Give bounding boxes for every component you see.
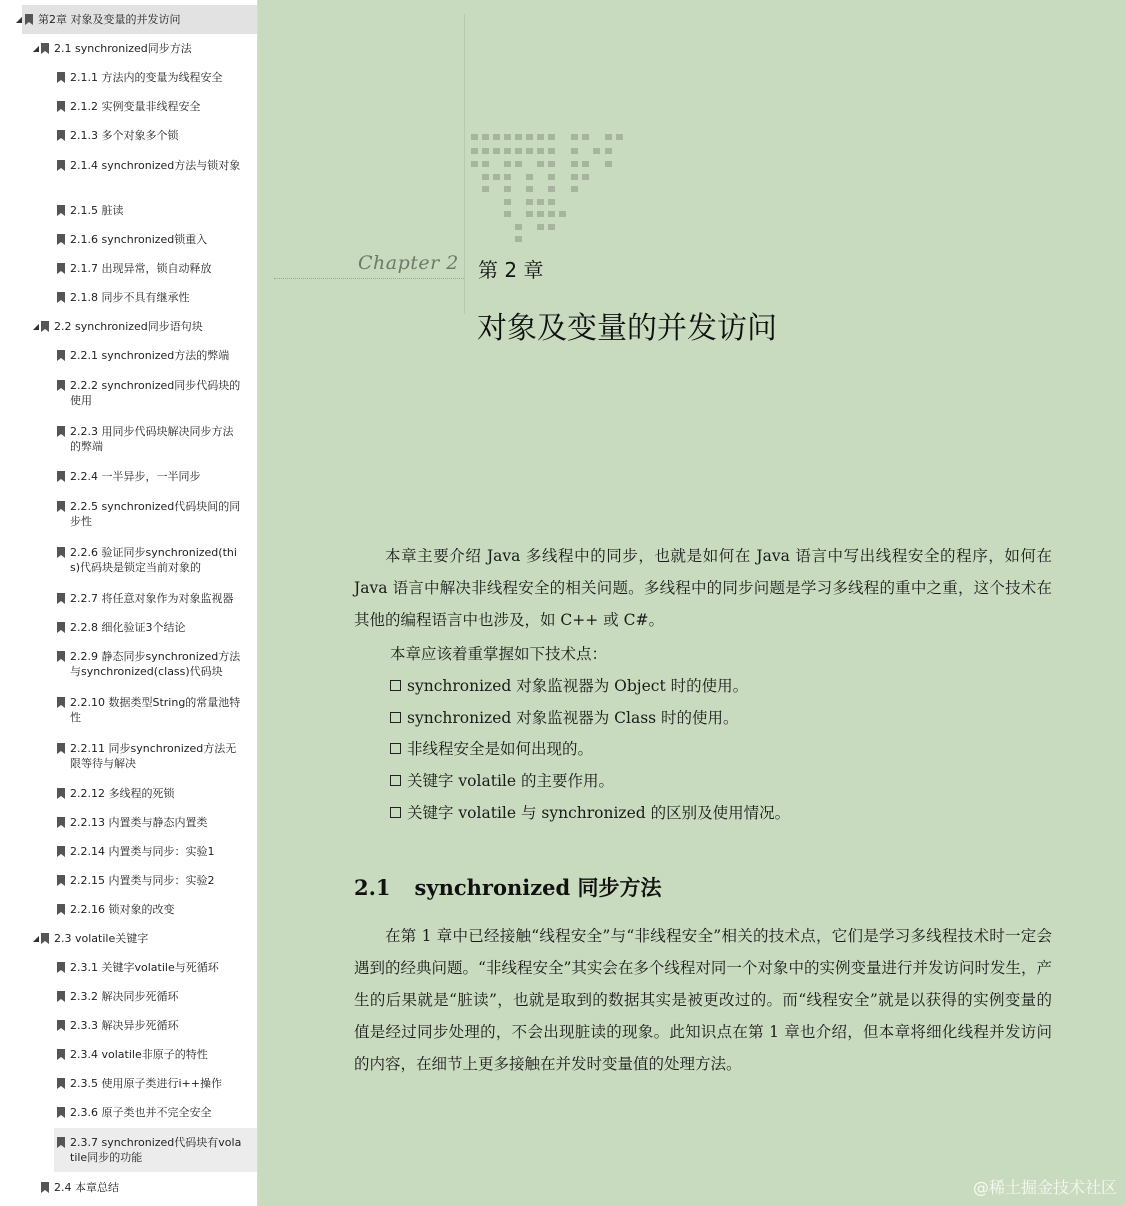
checkbox-square-icon <box>390 680 401 691</box>
decorative-square <box>526 199 533 205</box>
bookmark-icon <box>56 815 66 830</box>
decorative-square <box>526 134 533 140</box>
decorative-square <box>582 174 589 180</box>
bookmark-icon <box>56 424 66 439</box>
bookmark-icon <box>56 99 66 114</box>
decorative-square <box>593 148 600 154</box>
outline-item[interactable] <box>0 5 257 34</box>
outline-item[interactable] <box>0 92 257 121</box>
bookmark-icon <box>56 70 66 85</box>
outline-item[interactable] <box>0 196 257 225</box>
outline-item-label: 2.1 synchronized同步方法 <box>54 42 192 55</box>
decorative-square <box>537 211 544 217</box>
decorative-square <box>504 186 511 192</box>
outline-item[interactable] <box>0 121 257 150</box>
chapter-title: 对象及变量的并发访问 <box>477 311 777 346</box>
outline-item[interactable] <box>0 312 257 341</box>
outline-item[interactable] <box>0 1040 257 1069</box>
outline-item-label: 2.1.8 同步不具有继承性 <box>70 291 190 304</box>
decorative-square <box>493 134 500 140</box>
outline-item[interactable] <box>0 254 257 283</box>
outline-item-label: 2.1.4 synchronized方法与锁对象 <box>70 159 241 172</box>
decorative-square <box>482 161 489 167</box>
outline-item[interactable] <box>0 613 257 642</box>
outline-item[interactable] <box>0 371 257 415</box>
decorative-dotted-line <box>274 278 464 279</box>
outline-item-label: 2.2.16 锁对象的改变 <box>70 903 175 916</box>
decorative-square <box>616 134 623 140</box>
bookmark-icon <box>56 649 66 664</box>
outline-item[interactable] <box>0 492 257 536</box>
bookmark-icon <box>56 261 66 276</box>
decorative-square <box>526 174 533 180</box>
expand-toggle-icon[interactable]: ◢ <box>32 44 40 53</box>
bookmark-icon <box>56 378 66 393</box>
bookmark-icon <box>56 741 66 756</box>
outline-item[interactable] <box>0 924 257 953</box>
decorative-square <box>571 161 578 167</box>
decorative-square <box>482 148 489 154</box>
bookmark-icon <box>56 1105 66 1120</box>
bookmark-icon <box>56 960 66 975</box>
outline-item-label: 2.2.3 用同步代码块解决同步方法的弊端 <box>70 425 234 453</box>
decorative-square <box>526 211 533 217</box>
outline-item-label: 2.3.4 volatile非原子的特性 <box>70 1048 208 1061</box>
decorative-square <box>504 134 511 140</box>
decorative-square <box>548 161 555 167</box>
outline-item-label: 2.3.7 synchronized代码块有volatile同步的功能 <box>70 1136 242 1164</box>
decorative-square <box>515 134 522 140</box>
bookmark-icon <box>56 989 66 1004</box>
bookmark-icon <box>40 319 50 334</box>
outline-item[interactable] <box>0 734 257 778</box>
decorative-square <box>548 186 555 192</box>
outline-item-label: 2.2.15 内置类与同步：实验2 <box>70 874 215 887</box>
outline-item[interactable] <box>0 1173 257 1202</box>
outline-item[interactable] <box>0 462 257 491</box>
outline-item[interactable] <box>0 283 257 312</box>
outline-item-label: 2.2.11 同步synchronized方法无限等待与解决 <box>70 742 237 770</box>
intro-paragraph: 本章主要介绍 Java 多线程中的同步，也就是如何在 Java 语言中写出线程安全的程序，如何在 Java 语言中解决非线程安全的相关问题。多线程中的同步问题是学习多线程的重中之重，这个技术在其他的编程语言中也涉及，如 C++ 或 C#。 <box>354 547 1052 629</box>
outline-item-label: 2.2.2 synchronized同步代码块的使用 <box>70 379 241 407</box>
bookmark-icon <box>56 290 66 305</box>
outline-item[interactable] <box>0 1011 257 1040</box>
decorative-square <box>515 148 522 154</box>
bookmark-icon <box>56 620 66 635</box>
decorative-square <box>605 161 612 167</box>
checkbox-square-icon <box>390 807 401 818</box>
outline-item[interactable] <box>0 34 257 63</box>
outline-item-label: 2.1.7 出现异常，锁自动释放 <box>70 262 212 275</box>
point-text: 关键字 volatile 与 synchronized 的区别及使用情况。 <box>407 804 791 822</box>
decorative-square <box>504 148 511 154</box>
decorative-square <box>526 186 533 192</box>
outline-item[interactable] <box>0 1069 257 1098</box>
outline-item-label: 2.4 本章总结 <box>54 1181 119 1194</box>
outline-item-label: 2.2.14 内置类与同步：实验1 <box>70 845 215 858</box>
bookmark-icon <box>56 158 66 173</box>
decorative-square <box>571 148 578 154</box>
bookmark-icon <box>56 348 66 363</box>
bookmark-icon <box>56 128 66 143</box>
outline-item-label: 2.2.4 一半异步，一半同步 <box>70 470 201 483</box>
decorative-square <box>515 161 522 167</box>
bookmark-icon <box>40 931 50 946</box>
decorative-square <box>515 236 522 242</box>
expand-toggle-icon[interactable]: ◢ <box>32 934 40 943</box>
outline-item[interactable] <box>0 837 257 866</box>
outline-item[interactable] <box>0 808 257 837</box>
point-text: 非线程安全是如何出现的。 <box>407 740 594 758</box>
bookmark-icon <box>56 545 66 560</box>
bookmark-icon <box>56 873 66 888</box>
outline-item-label: 2.2.10 数据类型String的常量池特性 <box>70 696 241 724</box>
outline-item-label: 2.1.3 多个对象多个锁 <box>70 129 179 142</box>
outline-item-label: 2.3.1 关键字volatile与死循环 <box>70 961 219 974</box>
section-heading <box>354 872 662 902</box>
decorative-square <box>504 199 511 205</box>
outline-item[interactable] <box>0 538 257 582</box>
outline-item-label: 2.2.1 synchronized方法的弊端 <box>70 349 230 362</box>
bookmark-icon <box>56 499 66 514</box>
decorative-square <box>571 134 578 140</box>
bookmark-icon <box>56 469 66 484</box>
expand-toggle-icon[interactable]: ◢ <box>32 322 40 331</box>
chapter-number: 第 2 章 <box>478 258 544 282</box>
outline-item-label: 2.3.5 使用原子类进行i++操作 <box>70 1077 222 1090</box>
expand-toggle-icon[interactable]: ◢ <box>15 15 23 24</box>
checkbox-square-icon <box>390 743 401 754</box>
bookmark-icon <box>56 844 66 859</box>
outline-item[interactable] <box>0 1098 257 1127</box>
bookmark-icon <box>56 902 66 917</box>
outline-item-label: 2.3 volatile关键字 <box>54 932 149 945</box>
outline-item-label: 2.1.1 方法内的变量为线程安全 <box>70 71 223 84</box>
decorative-square <box>493 174 500 180</box>
point-item <box>390 801 790 823</box>
outline-item[interactable] <box>0 417 257 461</box>
section-paragraph: 在第 1 章中已经接触“线程安全”与“非线程安全”相关的技术点，它们是学习多线程技术时一定会遇到的经典问题。“非线程安全”其实会在多个线程对同一个对象中的实例变量进行并发访问时发生，产生的后果就是“脏读”，也就是取到的数据其实是被更改过的。而“线程安全”就是以获得的实例变量的值是经过同步处理的，不会出现脏读的现象。此知识点在第 1 章也介绍，但本章将细化线程并发访问的内容，在细节上更多接触在并发时变量值的处理方法。 <box>354 927 1052 1073</box>
decorative-square <box>482 134 489 140</box>
outline-item-label: 2.1.2 实例变量非线程安全 <box>70 100 201 113</box>
outline-item[interactable] <box>0 642 257 686</box>
decorative-square <box>548 148 555 154</box>
outline-item-label: 2.2.7 将任意对象作为对象监视器 <box>70 592 234 605</box>
point-text: synchronized 对象监视器为 Class 时的使用。 <box>407 709 739 727</box>
outline-item[interactable] <box>0 225 257 254</box>
decorative-square <box>548 199 555 205</box>
outline-item[interactable] <box>0 584 257 613</box>
outline-item-label: 2.1.5 脏读 <box>70 204 124 217</box>
outline-item-label: 第2章 对象及变量的并发访问 <box>38 13 181 26</box>
bookmark-icon <box>56 1018 66 1033</box>
bookmark-icon <box>40 41 50 56</box>
decorative-square <box>504 211 511 217</box>
point-item <box>390 674 748 696</box>
outline-item[interactable] <box>0 779 257 808</box>
outline-item-label: 2.2.6 验证同步synchronized(this)代码块是锁定当前对象的 <box>70 546 237 574</box>
decorative-square <box>504 174 511 180</box>
outline-item-label: 2.3.3 解决异步死循环 <box>70 1019 179 1032</box>
decorative-square <box>504 161 511 167</box>
decorative-square <box>526 148 533 154</box>
decorative-square <box>559 211 566 217</box>
decorative-square <box>537 161 544 167</box>
outline-item[interactable] <box>0 1128 257 1172</box>
decorative-square <box>605 134 612 140</box>
bookmark-icon <box>40 1180 50 1195</box>
decorative-square <box>537 224 544 230</box>
decorative-vertical-line <box>464 14 465 314</box>
watermark: @稀土掘金技术社区 <box>972 1178 1117 1197</box>
outline-item[interactable] <box>0 982 257 1011</box>
outline-item-label: 2.2 synchronized同步语句块 <box>54 320 203 333</box>
section-number: 2.1 <box>354 875 391 900</box>
outline-item-label: 2.2.13 内置类与静态内置类 <box>70 816 208 829</box>
decorative-square <box>471 148 478 154</box>
outline-item[interactable] <box>0 151 257 195</box>
outline-item-label: 2.2.12 多线程的死锁 <box>70 787 175 800</box>
point-text: 关键字 volatile 的主要作用。 <box>407 772 614 790</box>
bookmark-sidebar <box>0 0 258 1206</box>
outline-item-label: 2.3.2 解决同步死循环 <box>70 990 179 1003</box>
decorative-square <box>537 148 544 154</box>
decorative-square <box>537 134 544 140</box>
outline-item[interactable] <box>0 63 257 92</box>
section-title: synchronized 同步方法 <box>414 875 662 900</box>
outline-item[interactable] <box>0 341 257 370</box>
points-lead: 本章应该着重掌握如下技术点： <box>390 645 608 663</box>
outline-item[interactable] <box>0 895 257 924</box>
bookmark-icon <box>56 786 66 801</box>
decorative-square <box>548 134 555 140</box>
decorative-square <box>605 148 612 154</box>
point-item <box>390 706 739 728</box>
checkbox-square-icon <box>390 712 401 723</box>
point-item <box>390 769 614 791</box>
outline-item[interactable] <box>0 953 257 982</box>
document-page <box>258 0 1125 1206</box>
decorative-square <box>571 186 578 192</box>
decorative-square <box>493 148 500 154</box>
bookmark-icon <box>56 232 66 247</box>
outline-item-label: 2.2.8 细化验证3个结论 <box>70 621 186 634</box>
decorative-square <box>515 224 522 230</box>
decorative-square <box>471 134 478 140</box>
bookmark-icon <box>56 591 66 606</box>
checkbox-square-icon <box>390 775 401 786</box>
decorative-square <box>482 186 489 192</box>
bookmark-icon <box>56 695 66 710</box>
decorative-square <box>548 211 555 217</box>
decorative-square <box>548 174 555 180</box>
point-text: synchronized 对象监视器为 Object 时的使用。 <box>407 677 749 695</box>
outline-item[interactable] <box>0 866 257 895</box>
outline-item[interactable] <box>0 688 257 732</box>
decorative-square <box>582 134 589 140</box>
decorative-square <box>482 174 489 180</box>
outline-item-label: 2.1.6 synchronized锁重入 <box>70 233 208 246</box>
decorative-square <box>571 174 578 180</box>
decorative-square <box>548 224 555 230</box>
bookmark-icon <box>56 1076 66 1091</box>
decorative-square <box>471 161 478 167</box>
decorative-square <box>537 199 544 205</box>
point-item <box>390 737 593 759</box>
bookmark-icon <box>56 203 66 218</box>
chapter-script-label: Chapter 2 <box>358 252 459 274</box>
outline-item-label: 2.2.9 静态同步synchronized方法与synchronized(class)代码块 <box>70 650 241 678</box>
bookmark-icon <box>56 1047 66 1062</box>
outline-item-label: 2.3.6 原子类也并不完全安全 <box>70 1106 212 1119</box>
bookmark-icon <box>56 1135 66 1150</box>
decorative-square <box>582 161 589 167</box>
outline-item-label: 2.2.5 synchronized代码块间的同步性 <box>70 500 241 528</box>
bookmark-icon <box>24 12 34 27</box>
